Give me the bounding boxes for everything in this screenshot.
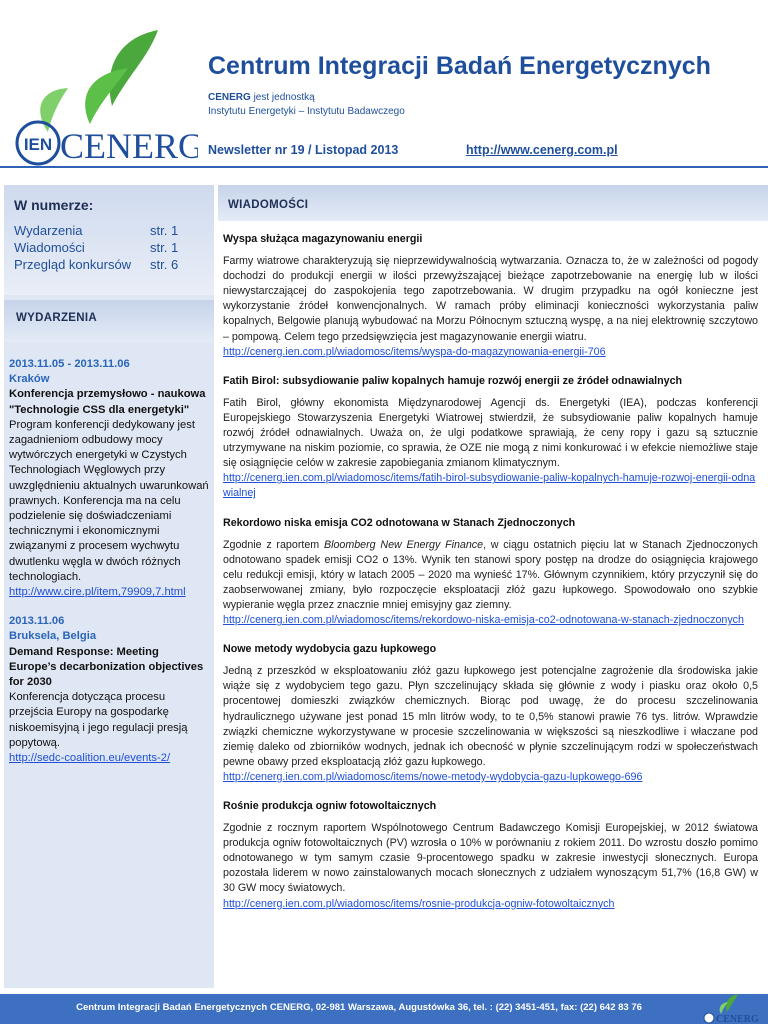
svg-text:CENERG: CENERG — [60, 126, 198, 166]
event-link[interactable]: http://www.cire.pl/item,79909,7.html — [9, 586, 186, 599]
article-body: Zgodnie z raportem Bloomberg New Energy Finance, w ciągu ostatnich pięciu lat w Stanach Zjednoczonych odnotowano spadek emisji CO2 o 13%. Wynik ten stanowi spory postęp na drodze do osiągnięcia krajowego celu redukcji emisji, który w latach 2005 – 2020 ma wynieść 17%. Głównym czynnikiem, który przyczynił się do zaobserwowanej zmiany, było rozpoczęcie eksploatacji złóż gazu łupkowego. Spowodowało ono szybkie wypieranie węgla przez znacznie mniej emisyjny gaz ziemny. — [223, 538, 759, 611]
news-article — [223, 799, 758, 912]
news-list — [223, 232, 758, 926]
article-link[interactable]: http://cenerg.ien.com.pl/wiadomosc/items/wyspa-do-magazynowania-energii-706 — [223, 345, 606, 358]
article-body: Zgodnie z rocznym raportem Wspólnotowego Centrum Badawczego Komisji Europejskiej, w 2012 światowa produkcja ogniw fotowoltaicznych (PV) wzrosła o 10% w porównaniu z rokiem 2011. Do wzrostu doszło pomimo odnotowanego w tym samym czasie 9-procentowego spadku w zakresie inwestycji słonecznych. Europa pozostała liderem w nowo zainstalowanych mocach słonecznych z udziałem wynoszącym 51,7% (16,8 GW) w 30 GW mocy światowych. — [223, 822, 758, 895]
cenerg-logo — [8, 28, 198, 168]
article-link[interactable]: http://cenerg.ien.com.pl/wiadomosc/items/nowe-metody-wydobycia-gazu-lupkowego-696 — [223, 770, 643, 783]
section-title-events: WYDARZENIA — [16, 312, 97, 324]
header-subtitle-1: CENERG jest jednostką — [208, 92, 315, 103]
article-title: Nowe metody wydobycia gazu łupkowego — [223, 643, 437, 656]
news-article — [223, 374, 758, 502]
newsletter-issue: Newsletter nr 19 / Listopad 2013 — [208, 143, 399, 157]
toc-page-przeglad-konkursow: str. 6 — [150, 257, 179, 272]
toc-page-wydarzenia: str. 1 — [150, 223, 179, 238]
section-title-news: WIADOMOŚCI — [228, 199, 309, 211]
svg-text:CENERG: CENERG — [716, 1014, 759, 1024]
article-link[interactable]: http://cenerg.ien.com.pl/wiadomosc/items/fatih-birol-subsydiowanie-paliw-kopalnych-hamuje-rozwoj-energii-odnawialnej — [223, 472, 756, 500]
news-article — [223, 642, 758, 785]
event-item — [9, 614, 209, 766]
website-link[interactable]: http://www.cenerg.com.pl — [466, 143, 618, 157]
toc-item-przeglad-konkursow[interactable]: Przegląd konkursów — [14, 257, 132, 272]
article-title: Fatih Birol: subsydiowanie paliw kopalnych hamuje rozwój energii ze źródeł odnawialnych — [223, 374, 683, 387]
event-city: Kraków — [9, 373, 50, 386]
article-title: Rekordowo niska emisja CO2 odnotowana w Stanach Zjednoczonych — [223, 516, 576, 529]
toc-item-wydarzenia[interactable]: Wydarzenia — [14, 223, 83, 238]
article-link[interactable]: http://cenerg.ien.com.pl/wiadomosc/items/rosnie-produkcja-ogniw-fotowoltaicznych — [223, 897, 615, 910]
article-link[interactable]: http://cenerg.ien.com.pl/wiadomosc/items/rekordowo-niska-emisja-co2-odnotowana-w-stanach-zjednoczonych — [223, 614, 744, 627]
header-subtitle-2: Instytutu Energetyki – Instytutu Badawczego — [208, 106, 405, 117]
event-description: Program konferencji dedykowany jest zagadnieniom odbudowy mocy wytwórczych energetyki w Czystych Technologiach Węglowych przy uwzględnieniu aktualnych uwarunkowań prawnych. Konferencja ma na celu podzielenie się doświadczeniami technicznymi i ekonomicznymi związanymi z procesem wychwytu dwutlenku węgla w dwóch różnych technologiach. — [9, 418, 209, 583]
article-body: Fatih Birol, główny ekonomista Międzynarodowej Agencji ds. Energetyki (IEA), podczas konferencji Europejskiego Stowarzyszenia Energetyki Wiatrowej stwierdził, że subsydiowanie paliw kopalnych hamuje rozwój źródeł odnawialnych. Uważa on, że ulgi podatkowe sprawiają, że ceny ropy i gazu są sztucznie utrzymywane na niskim poziomie, co sprawia, że OZE nie mogą z nimi konkurować i w efekcie niemożliwe staje się osiągnięcie celów w zakresie zapobiegania zmianom klimatycznym. — [223, 396, 758, 470]
toc-item-wiadomosci[interactable]: Wiadomości — [14, 240, 85, 255]
event-title: Demand Response: Meeting Europe’s decarbonization objectives for 2030 — [9, 645, 204, 689]
footer-contact: Centrum Integracji Badań Energetycznych CENERG, 02-981 Warszawa, Augustówka 36, tel. : (22) 3451-451, fax: (22) 642 83 76 — [76, 1002, 642, 1013]
event-link[interactable]: http://sedc-coalition.eu/events-2/ — [9, 752, 171, 765]
article-body: Farmy wiatrowe charakteryzują się nieprzewidywalnością wytwarzania. Oznacza to, że w zależności od pogody dochodzi do produkcji energii w ilości przewyższającej bieżące zapotrzebowanie na energię lub w ilości niewystarczającej do zaspokojenia tego zapotrzebowania. W drugim przypadku na ogół konieczne jest wykorzystanie źródeł konwencjonalnych. W ramach próby eliminacji konieczności wykorzystania paliw kopalnych, Belgowie planują wybudować na Morzu Północnym sztuczną wyspę, a na niej elektrownię szczytowo – pompową. Celem tego przedsięwzięcia jest magazynowanie energii wiatru. — [223, 255, 758, 343]
header-divider — [0, 166, 768, 168]
news-article — [223, 232, 758, 360]
news-article — [223, 516, 758, 629]
footer-logo — [700, 992, 760, 1024]
page-title: Centrum Integracji Badań Energetycznych — [208, 52, 711, 80]
article-body: Jedną z przeszkód w eksploatowaniu złóż gazu łupkowego jest potencjalne zagrożenie dla środowiska jakie wiąże się z wydobyciem tego gazu. Płyn szczelinujący składa się głównie z wody i piasku oraz około 0,5 procentowej domieszki związków chemicznych. Biorąc pod uwagę, że do procesu szczelinowania hydraulicznego używane jest ponad 15 mln litrów wody, to te 0,5% stanowi prawie 76 tys. litrów. Wprawdzie związki chemiczne wykorzystywane w procesie szczelinowania w większości są nieszkodliwe i właczane pod ziemię daleko od zbiorników wodnych, jednak ich obecność w płynie szczelinującym rodzi w społeczeństwach pewne obawy przed eksploatacją złóż gazu łupkowego. — [223, 665, 758, 768]
event-item — [9, 357, 209, 600]
event-title: Konferencja przemysłowo - naukowa "Technologie CSS dla energetyki" — [9, 388, 206, 416]
event-date: 2013.11.06 — [9, 615, 65, 628]
toc-page-wiadomosci: str. 1 — [150, 240, 179, 255]
article-title: Rośnie produkcja ogniw fotowoltaicznych — [223, 800, 437, 812]
svg-text:IEN: IEN — [23, 135, 53, 154]
article-title: Wyspa służąca magazynowaniu energii — [223, 233, 423, 245]
event-city: Bruksela, Belgia — [9, 630, 97, 643]
event-date: 2013.11.05 - 2013.11.06 — [9, 358, 130, 370]
events-list — [9, 357, 209, 766]
event-description: Konferencja dotycząca procesu przejścia Europy na gospodarkę niskoemisyjną i jego regulacji presją popytową. — [9, 691, 188, 749]
toc-title: W numerze: — [14, 197, 94, 213]
